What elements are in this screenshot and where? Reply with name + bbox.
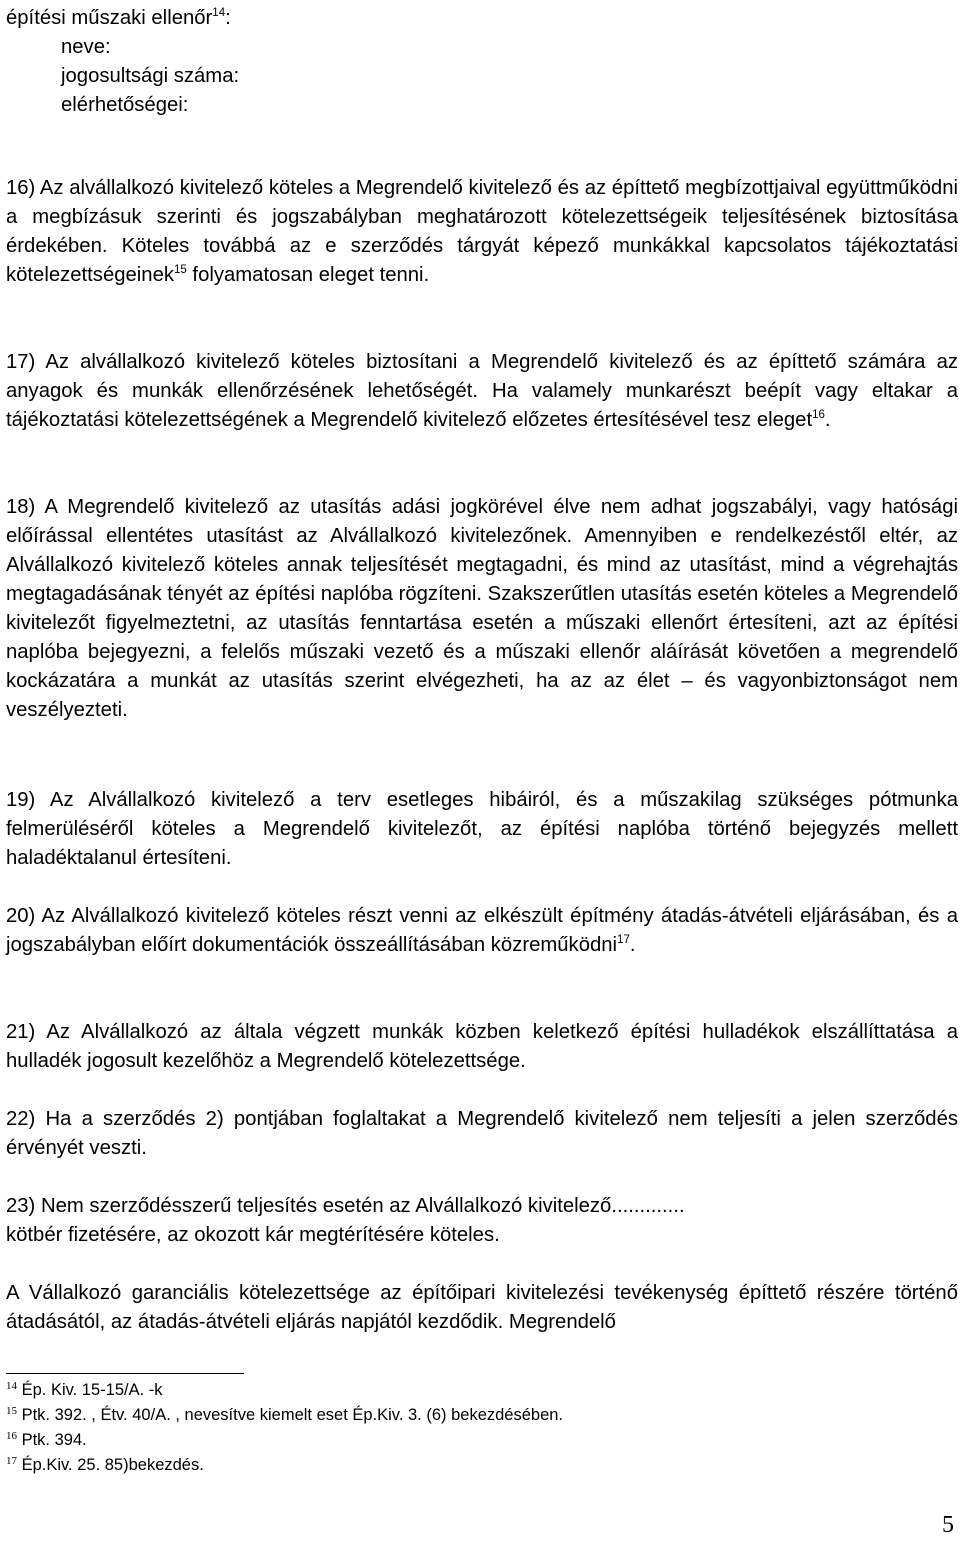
footnote-17: $^{17}$ Ép.Kiv. 25. 85)bekezdés. <box>6 1455 204 1474</box>
paragraph-24: A Vállalkozó garanciális kötelezettsége az építőipari kivitelezési tevékenység építtető részére történő átadásától, az átadás-átvételi eljárás napjától kezdődik. Megrendelő <box>6 1282 958 1333</box>
engineer-title: építési műszaki ellenőr$^{14}$: <box>6 7 231 29</box>
footnote-16: $^{16}$ Ptk. 394. <box>6 1430 87 1449</box>
paragraph-16: 16) Az alvállalkozó kivitelező köteles a Megrendelő kivitelező és az építtető megbízottjaival együttműködni a megbízásuk szerinti és jogszabályban meghatározott kötelezettségeik teljesítésének biztosítása érdekében. Köteles továbbá az e szerződés tárgyát képező munkákkal kapcsolatos tájékoztatási kötelezettségeinek$^{15}$ folyamatosan eleget tenni. <box>6 177 958 286</box>
footnote-15: $^{15}$ Ptk. 392. , Étv. 40/A. , nevesítve kiemelt eset Ép.Kiv. 3. (6) bekezdésében. <box>6 1405 564 1424</box>
paragraph-23: 23) Nem szerződésszerű teljesítés esetén az Alvállalkozó kivitelező............. kötbér fizetésére, az okozott kár megtérítésére köteles. <box>6 1195 685 1246</box>
engineer-block <box>6 4 239 120</box>
footnote-separator <box>6 1373 244 1374</box>
engineer-name-label: neve: <box>61 36 111 58</box>
paragraph-22: 22) Ha a szerződés 2) pontjában foglaltakat a Megrendelő kivitelező nem teljesíti a jelen szerződés érvényét veszti. <box>6 1108 958 1159</box>
paragraph-18: 18) A Megrendelő kivitelező az utasítás adási jogkörével élve nem adhat jogszabályi, vagy hatósági előírással ellentétes utasítást az Alvállalkozó kivitelezőnek. Amennyiben e rendelkezéstől eltér, az Alvállalkozó kivitelező köteles annak teljesítését megtagadni, és mind az utasítást, mind a végrehajtás megtagadásának tényét az építési naplóba rögzíteni. Szakszerűtlen utasítás esetén köteles a Megrendelő kivitelezőt figyelmeztetni, az utasítás fenntartása esetén a műszaki ellenőrt értesíteni, azt az építési naplóba bejegyezni, a felelős műszaki vezető és a műszaki ellenőr aláírását követően a megrendelő kockázatára a munkát az utasítás szerint elvégezheti, ha az az élet – és vagyonbiztonságot nem veszélyezteti. <box>6 496 958 721</box>
page-number: 5 <box>942 1512 954 1538</box>
paragraph-21: 21) Az Alvállalkozó az általa végzett munkák közben keletkező építési hulladékok elszállíttatása a hulladék jogosult kezelőhöz a Megrendelő kötelezettsége. <box>6 1021 958 1072</box>
engineer-contact-label: elérhetőségei: <box>61 94 189 116</box>
paragraph-17: 17) Az alvállalkozó kivitelező köteles biztosítani a Megrendelő kivitelező és az építtető számára az anyagok és munkák ellenőrzésének lehetőségét. Ha valamely munkarészt beépít vagy eltakar a tájékoztatási kötelezettségének a Megrendelő kivitelező előzetes értesítésével tesz eleget$^{16}$. <box>6 351 958 431</box>
paragraph-20: 20) Az Alvállalkozó kivitelező köteles részt venni az elkészült építmény átadás-átvételi eljárásában, és a jogszabályban előírt dokumentációk összeállításában közreműködni$^{17}$. <box>6 905 958 956</box>
engineer-license-label: jogosultsági száma: <box>61 65 240 87</box>
paragraph-19: 19) Az Alvállalkozó kivitelező a terv esetleges hibáiról, és a műszakilag szükséges pótmunka felmerüléséről köteles a Megrendelő kivitelezőt, az építési naplóba történő bejegyzés mellett haladéktalanul értesíteni. <box>6 789 958 869</box>
footnote-14: $^{14}$ Ép. Kiv. 15-15/A. -k <box>6 1380 163 1399</box>
